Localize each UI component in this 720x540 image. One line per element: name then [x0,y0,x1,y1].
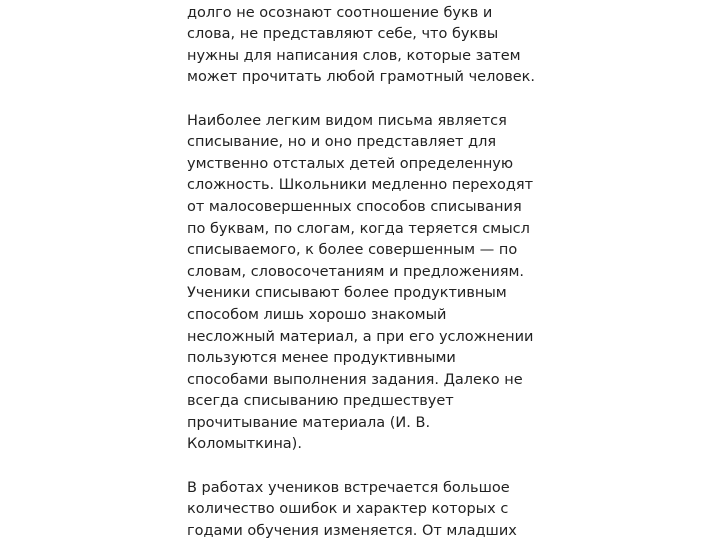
text-line: долго не осознают соотношение букв и [187,4,493,21]
text-line: сложность. Школьники медленно переходят [187,177,534,194]
paragraph-spacer [187,89,557,111]
text-line: умственно отсталых детей определенную [187,155,514,172]
text-line: Ученики списывают более продуктивным [187,285,507,302]
text-line: прочитывание материала (И. В. [187,414,431,431]
text-line: может прочитать любой грамотный человек. [187,69,536,86]
text-line: годами обучения изменяется. От младших [187,522,517,539]
text-line: нужны для написания слов, которые затем [187,47,521,64]
paragraph-3 [187,478,557,540]
text-line: списываемого, к более совершенным — по [187,242,518,259]
text-line: по буквам, по слогам, когда теряется смысл [187,220,530,237]
text-line: Наиболее легким видом письма является [187,112,507,129]
text-line: несложный материал, а при его усложнении [187,328,534,345]
paragraph-2 [187,111,557,457]
paragraph-1 [187,0,557,89]
text-line: списывание, но и оно представляет для [187,134,497,151]
text-line: количество ошибок и характер которых с [187,501,509,518]
paragraph-spacer [187,456,557,478]
text-line: способом лишь хорошо знакомый [187,306,447,323]
text-line: Коломыткина). [187,436,302,453]
text-line: словам, словосочетаниям и предложениям. [187,263,525,280]
text-line: способами выполнения задания. Далеко не [187,371,523,388]
text-line: В работах учеников встречается большое [187,479,510,496]
text-line: пользуются менее продуктивными [187,350,456,367]
text-line: от малосовершенных способов списывания [187,198,522,215]
text-line: всегда списыванию предшествует [187,393,454,410]
document-body [187,0,557,540]
text-line: слова, не представляют себе, что буквы [187,26,499,43]
